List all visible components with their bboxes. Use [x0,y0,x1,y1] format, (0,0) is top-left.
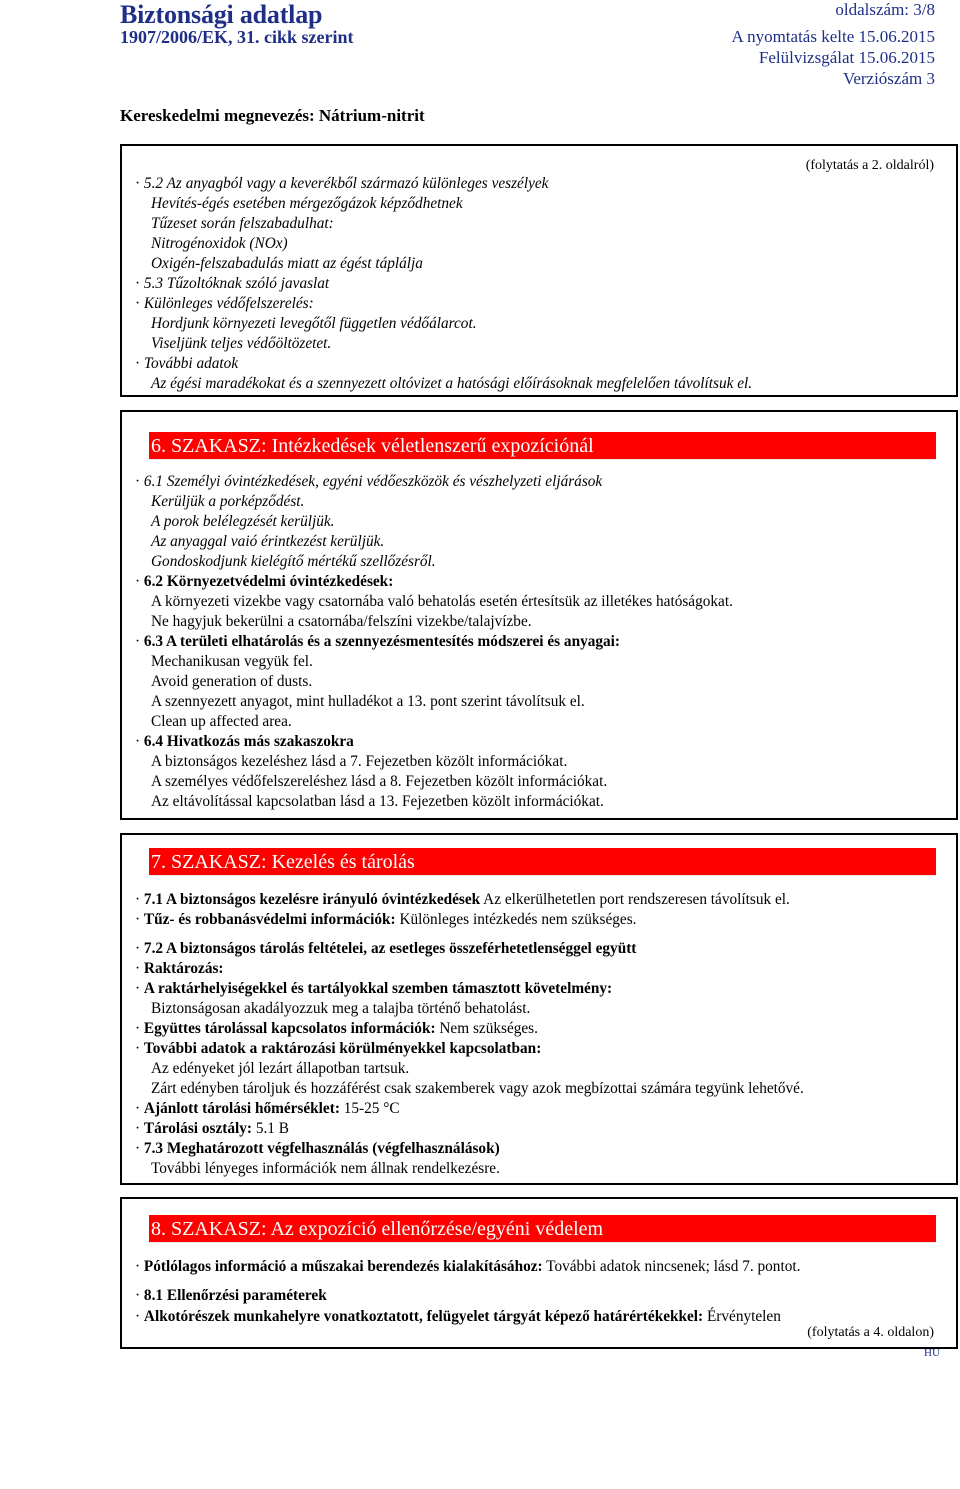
text-line: Az edényeket jól lezárt állapotban tartsuk. [151,1060,410,1077]
text-line: Mechanikusan vegyük fel. [151,653,313,670]
text-line: További lényeges információk nem állnak rendelkezésre. [151,1160,500,1177]
text-line: Avoid generation of dusts. [151,673,313,690]
text-line: Biztonságosan akadályozzuk meg a talajba történő behatolást. [151,1000,531,1017]
subsection-6-1: · 6.1 Személyi óvintézkedések, egyéni védőeszközök és vészhelyzeti eljárások [135,473,603,490]
text-line: A személyes védőfelszereléshez lásd a 8. Fejezetben közölt információkat. [151,773,608,790]
text-line: Az anyaggal vaió érintkezést kerüljük. [151,533,385,550]
subsection-6-3: · 6.3 A területi elhatárolás és a szennyezésmentesítés módszerei és anyagai: [135,633,621,650]
text-line: A porok belélegzését kerüljük. [151,513,335,530]
text-line: Clean up affected area. [151,713,292,730]
text-line: Az eltávolítással kapcsolatban lásd a 13. Fejezetben közölt információkat. [151,793,604,810]
text-line: Tűzeset során felszabadulhat: [151,215,334,232]
subsection-5-3: · 5.3 Tűzoltóknak szóló javaslat [135,275,330,292]
subsection-6-4: · 6.4 Hivatkozás más szakaszokra [135,733,354,750]
text-line: Nitrogénoxidok (NOx) [151,235,288,252]
components-limits-line: · Alkotórészek munkahelyre vonatkoztatott, felügyelet tárgyát képező határértékekkel: Érvénytelen [135,1308,781,1325]
storage-requirements-heading: · A raktárhelyiségekkel és tartályokkal szemben támasztott követelmény: [135,980,613,997]
text-line: Az égési maradékokat és a szennyezett oltóvizet a hatósági előírásoknak megfelelően távolítsuk el. [151,375,753,392]
text-line: Gondoskodjunk kielégítő mértékű szellőzésről. [151,553,436,570]
language-code: HU [924,1347,940,1359]
text-line: Ne hagyjuk bekerülni a csatornába/felszíni vizekbe/talajvízbe. [151,613,532,630]
text-line: Oxigén-felszabadulás miatt az égést táplálja [151,255,423,272]
continued-from-note: (folytatás a 2. oldalról) [805,158,934,173]
fire-explosion-info: · Tűz- és robbanásvédelmi információk: Különleges intézkedés nem szükséges. [135,911,637,928]
document-title: Biztonsági adatlap [120,0,323,29]
print-date: A nyomtatás kelte 15.06.2015 [731,27,935,46]
subsection-7-3: · 7.3 Meghatározott végfelhasználás (végfelhasználások) [135,1140,500,1157]
text-line: Zárt edényben tároljuk és hozzáférést csak szakemberek vagy azok megbízottai számára tegyünk lehetővé. [151,1080,804,1097]
storage-conditions-heading: · További adatok a raktározási körülményekkel kapcsolatban: [135,1040,542,1057]
regulation-reference: 1907/2006/EK, 31. cikk szerint [120,27,354,47]
joint-storage-info: · Együttes tárolással kapcsolatos információk: Nem szükséges. [135,1020,538,1037]
section-7-heading: 7. SZAKASZ: Kezelés és tárolás [149,848,936,876]
revision-date: Felülvizsgálat 15.06.2015 [758,48,935,67]
special-equipment-heading: · Különleges védőfelszerelés: [135,295,314,312]
subsection-8-1: · 8.1 Ellenőrzési paraméterek [135,1287,327,1304]
further-data-heading: · További adatok [135,355,239,372]
section-8-heading: 8. SZAKASZ: Az expozíció ellenőrzése/egyéni védelem [149,1215,936,1243]
text-line: A biztonságos kezeléshez lásd a 7. Fejezetben közölt információkat. [151,753,568,770]
text-line: Hordjunk környezeti levegőtől független védőálarcot. [151,315,477,332]
subsection-7-2: · 7.2 A biztonságos tárolás feltételei, az esetleges összeférhetetlenséggel együtt [135,940,637,957]
text-line: Kerüljük a porképződést. [151,493,305,510]
storage-heading: · Raktározás: [135,960,224,977]
trade-name: Kereskedelmi megnevezés: Nátrium-nitrit [120,106,425,125]
subsection-6-2: · 6.2 Környezetvédelmi óvintézkedések: [135,573,394,590]
section-5-continued-box [120,144,958,397]
section-6-box [120,410,958,820]
section-8-box [120,1197,958,1349]
section-6-heading: 6. SZAKASZ: Intézkedések véletlenszerű expozíciónál [149,432,936,460]
version-number: Verziószám 3 [842,69,935,88]
section-7-box [120,833,958,1185]
subsection-5-2: · 5.2 Az anyagból vagy a keverékből származó különleges veszélyek [135,175,549,192]
text-line: Viseljünk teljes védőöltözetet. [151,335,332,352]
storage-class: · Tárolási osztály: 5.1 B [135,1120,289,1137]
text-line: A környezeti vizekbe vagy csatornába való behatolás esetén értesítsük az illetékes hatóságokat. [151,593,733,610]
continued-to-note: (folytatás a 4. oldalon) [807,1325,934,1340]
additional-info-line: · Pótlólagos információ a műszakai berendezés kialakításához: További adatok nincsenek; lásd 7. pontot. [135,1258,801,1275]
text-line: A szennyezett anyagot, mint hulladékot a 13. pont szerint távolítsuk el. [151,693,585,710]
storage-temperature: · Ajánlott tárolási hőmérséklet: 15-25 °C [135,1100,400,1117]
text-line: Hevítés-égés esetében mérgezőgázok képződhetnek [151,195,463,212]
subsection-7-1: · 7.1 A biztonságos kezelésre irányuló óvintézkedések Az elkerülhetetlen port rendszeresen távolítsuk el. [135,891,790,908]
page-number: oldalszám: 3/8 [835,0,935,19]
